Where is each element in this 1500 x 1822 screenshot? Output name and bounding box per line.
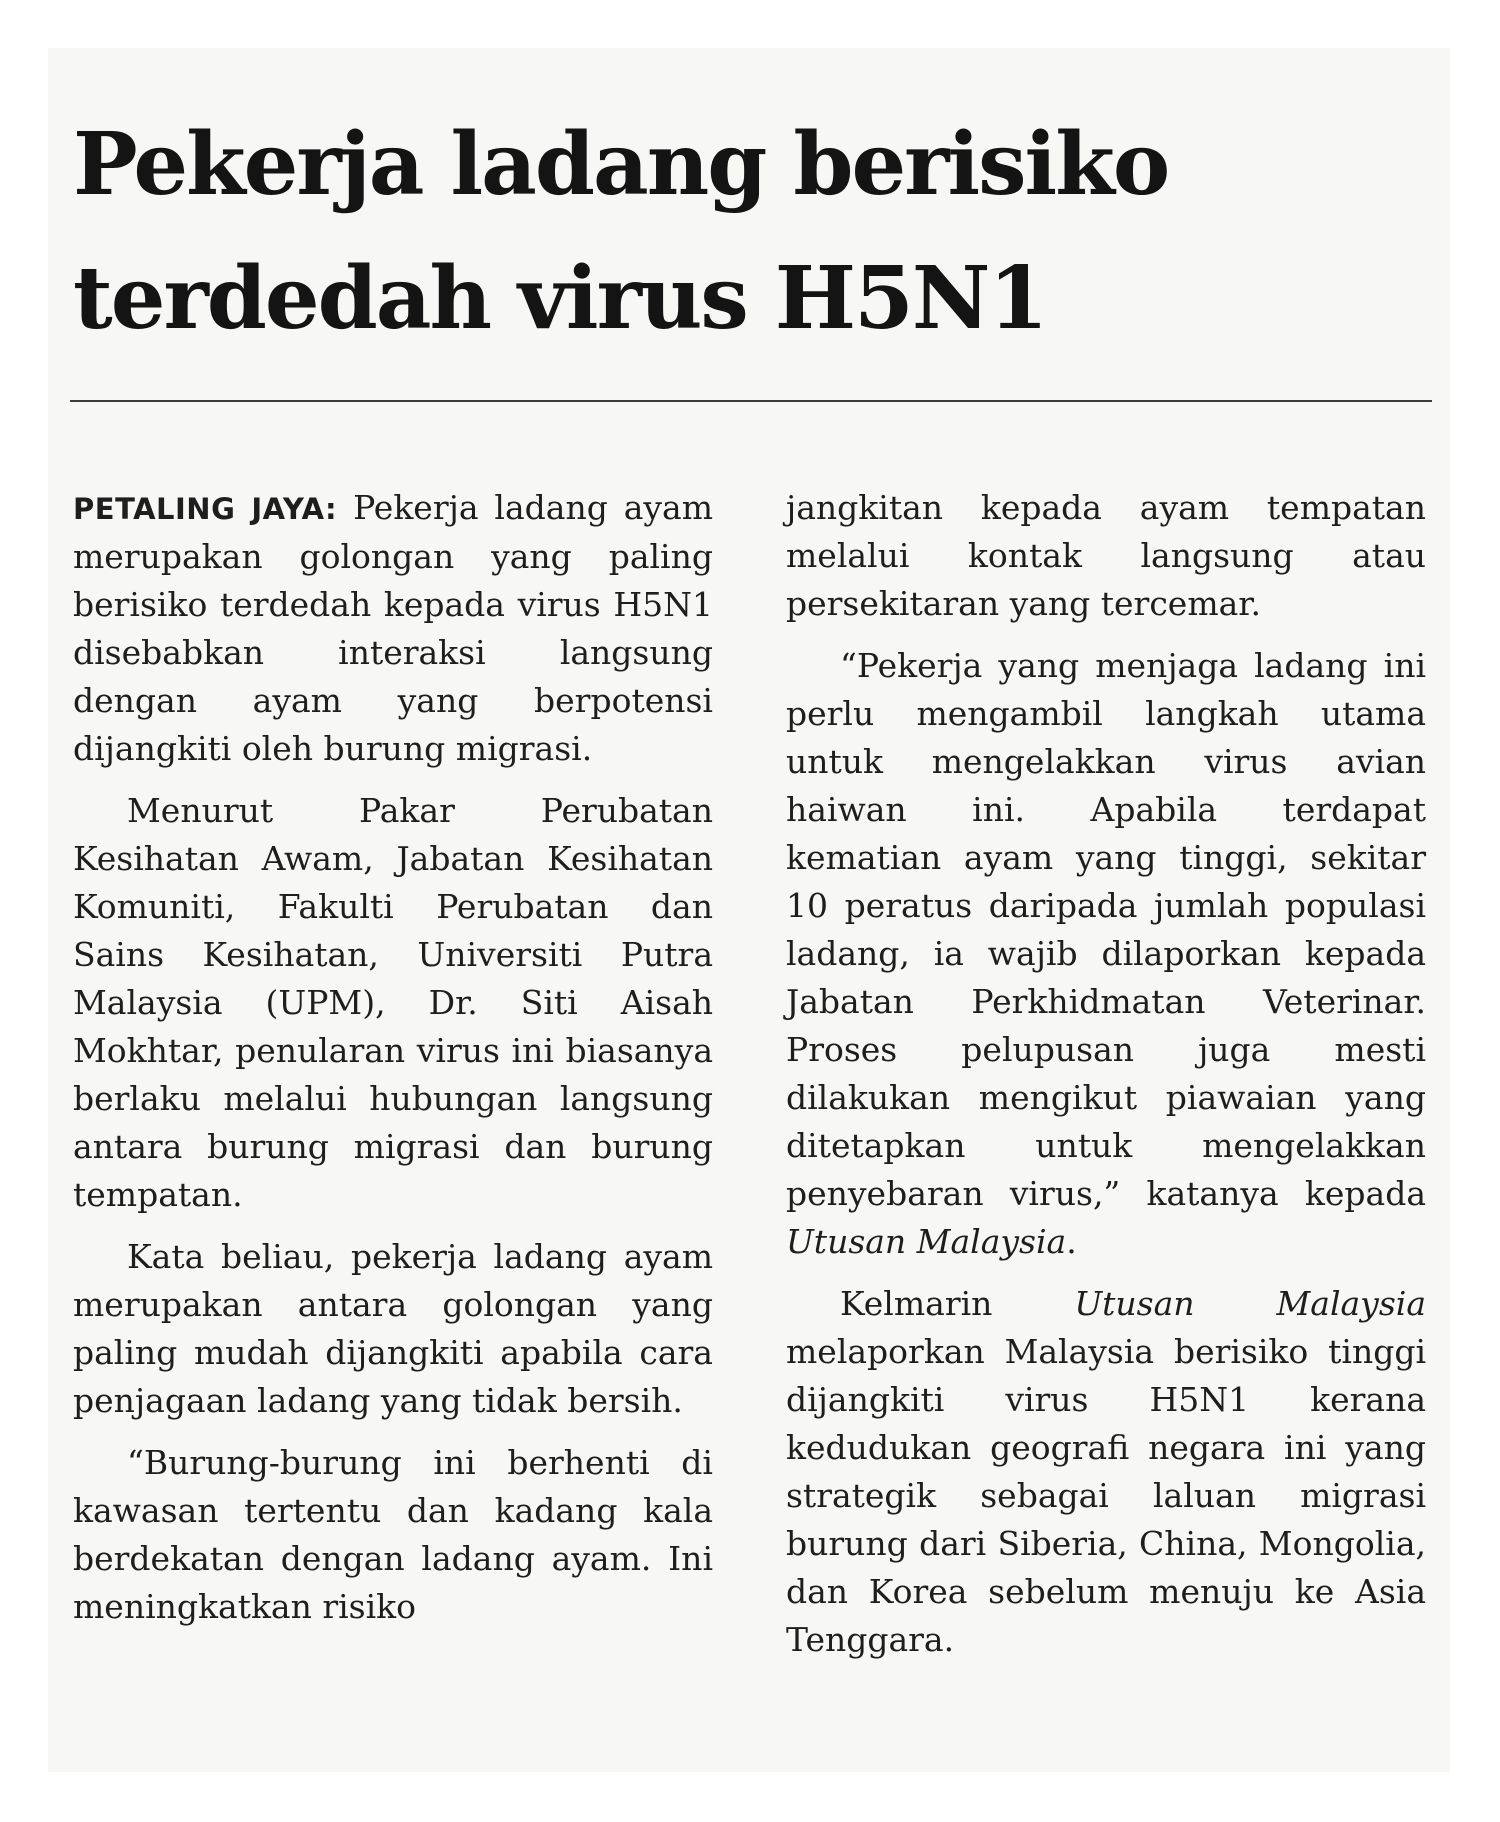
article-column-right <box>786 484 1426 1678</box>
paragraph-text: . <box>1066 1222 1077 1261</box>
paragraph-text: “Burung-burung ini berhenti di kawasan tertentu dan kadang kala berdekatan dengan ladang ayam. Ini meningkatkan risiko <box>73 1443 713 1626</box>
headline-line-2: terdedah virus H5N1 <box>73 248 1047 349</box>
article-paragraph <box>786 1280 1426 1664</box>
paragraph-text: “Pekerja yang menjaga ladang ini perlu mengambil langkah utama untuk mengelakkan virus avian haiwan ini. Apabila terdapat kematian ayam yang tinggi, sekitar 10 peratus daripada jumlah populasi ladang, ia wajib dilaporkan kepada Jabatan Perkhidmatan Veterinar. Proses pelupusan juga mesti dilakukan mengikut piawaian yang ditetapkan untuk mengelakkan penyebaran virus,” katanya kepada <box>786 646 1426 1213</box>
paragraph-text: Pekerja ladang ayam merupakan golongan yang paling berisiko terdedah kepada virus H5N1 disebabkan interaksi langsung dengan ayam yang berpotensi dijangkiti oleh burung migrasi. <box>73 488 713 768</box>
article-paragraph <box>786 642 1426 1266</box>
article-paragraph-continued <box>786 484 1426 628</box>
article-column-left <box>73 484 713 1645</box>
publication-name: Utusan Malaysia <box>786 1222 1067 1261</box>
article-paragraph <box>73 484 713 773</box>
publication-name: Utusan Malaysia <box>1074 1284 1426 1323</box>
article-paragraph <box>73 1439 713 1631</box>
paragraph-text: Menurut Pakar Perubatan Kesihatan Awam, Jabatan Kesihatan Komuniti, Fakulti Perubatan dan Sains Kesihatan, Universiti Putra Malaysia (UPM), Dr. Siti Aisah Mokhtar, penularan virus ini biasanya berlaku melalui hubungan langsung antara burung migrasi dan burung tempatan. <box>73 791 713 1214</box>
article-paragraph <box>73 1233 713 1425</box>
paragraph-text: Kelmarin <box>840 1284 993 1323</box>
paragraph-text: jangkitan kepada ayam tempatan melalui kontak langsung atau persekitaran yang tercemar. <box>786 488 1426 623</box>
headline <box>73 98 1453 366</box>
paragraph-text: Kata beliau, pekerja ladang ayam merupakan antara golongan yang paling mudah dijangkiti apabila cara penjagaan ladang yang tidak bersih. <box>73 1237 713 1420</box>
paragraph-text: melaporkan Malaysia berisiko tinggi dijangkiti virus H5N1 kerana kedudukan geografi negara ini yang strategik sebagai laluan migrasi burung dari Siberia, China, Mongolia, dan Korea sebelum menuju ke Asia Tenggara. <box>786 1332 1426 1659</box>
headline-divider <box>70 400 1432 402</box>
dateline: PETALING JAYA: <box>73 492 338 526</box>
article-paragraph <box>73 787 713 1219</box>
headline-line-1: Pekerja ladang berisiko <box>73 114 1169 215</box>
